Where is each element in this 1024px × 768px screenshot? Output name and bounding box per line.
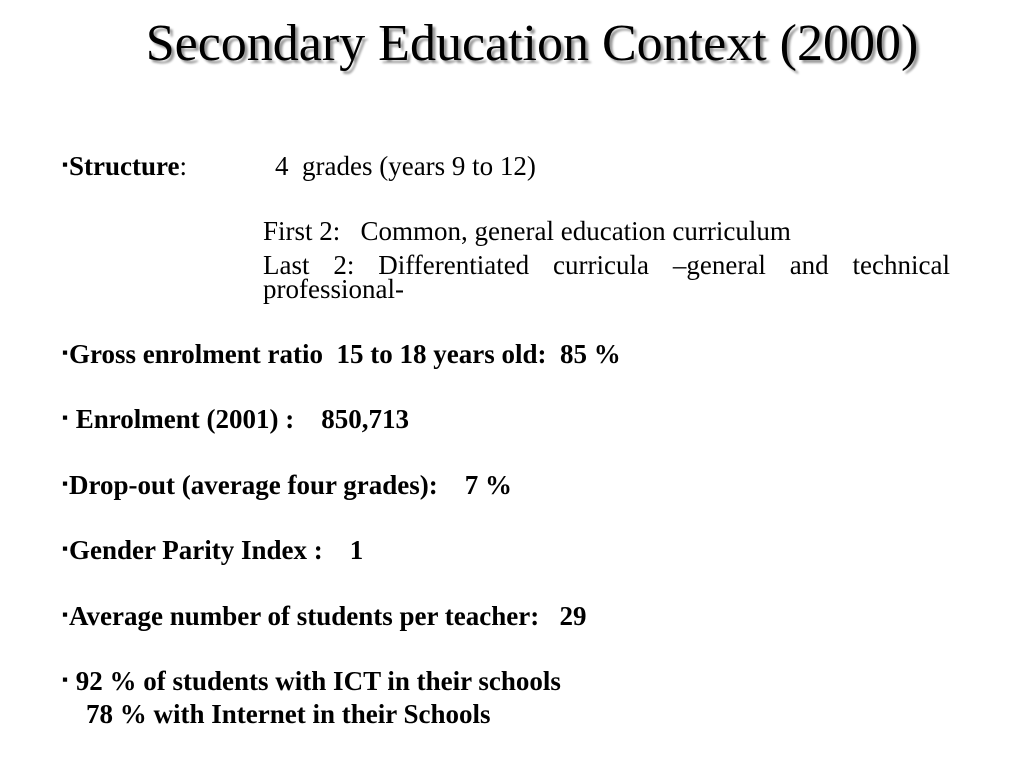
bullet-icon: ▪ — [62, 474, 69, 493]
gross-enrolment-line — [62, 338, 621, 374]
ict-text: 92 % of students with ICT in their schools — [75, 666, 561, 696]
bullet-icon: ▪ — [62, 605, 69, 624]
enrolment-line — [62, 403, 409, 439]
internet-text: 78 % with Internet in their Schools — [86, 699, 491, 729]
students-per-teacher-line — [62, 600, 586, 636]
students-per-teacher-text: Average number of students per teacher: 29 — [69, 601, 587, 631]
gross-enrolment-text: Gross enrolment ratio 15 to 18 years old: 85 % — [69, 339, 621, 369]
dropout-line — [62, 469, 512, 505]
enrolment-text: Enrolment (2001) : 850,713 — [75, 404, 410, 434]
bullet-icon: ▪ — [62, 408, 69, 427]
bullet-icon: ▪ — [62, 343, 69, 362]
structure-label: Structure — [69, 151, 180, 181]
bullet-icon: ▪ — [62, 670, 69, 689]
structure-first-two: First 2: Common, general education curriculum — [263, 216, 791, 246]
structure-line — [62, 150, 187, 186]
slide-title: Secondary Education Context (2000) — [145, 15, 919, 72]
dropout-text: Drop-out (average four grades): 7 % — [69, 470, 512, 500]
bullet-icon: ▪ — [62, 539, 69, 558]
structure-last-two: Last 2: Differentiated curricula –general and technical professional- — [263, 250, 950, 304]
bullet-icon: ▪ — [62, 155, 69, 174]
gender-parity-line — [62, 534, 363, 570]
structure-value: 4 grades (years 9 to 12) — [275, 151, 536, 181]
structure-colon: : — [179, 151, 188, 181]
gender-parity-text: Gender Parity Index : 1 — [69, 535, 364, 565]
ict-line — [62, 665, 561, 701]
